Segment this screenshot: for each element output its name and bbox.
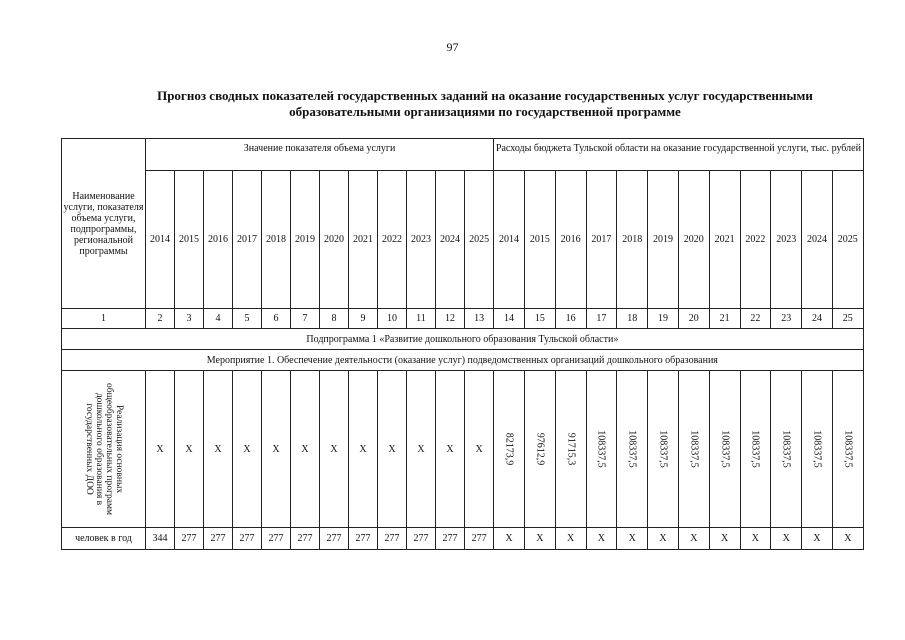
budget-value: 108337,5 <box>657 430 669 468</box>
indicator-volume-cell: 277 <box>291 528 320 550</box>
title-line-2: образовательными организациями по государственной программе <box>289 104 681 119</box>
budget-year-header: 2021 <box>709 171 740 309</box>
column-number: 8 <box>320 309 349 329</box>
budget-group-header: Расходы бюджета Тульской области на оказание государственной услуги, тыс. рублей <box>494 139 864 171</box>
column-number: 23 <box>771 309 802 329</box>
title-line-1: Прогноз сводных показателей государственных заданий на оказание государственных услуг государственными <box>157 88 813 103</box>
subprogram-row: Подпрограмма 1 «Развитие дошкольного образования Тульской области» <box>62 329 864 350</box>
budget-value: 108337,5 <box>811 430 823 468</box>
indicator-volume-cell: 277 <box>320 528 349 550</box>
volume-value-cell: X <box>407 371 436 528</box>
indicator-budget-cell: X <box>524 528 555 550</box>
column-number: 4 <box>204 309 233 329</box>
indicator-budget-cell: X <box>648 528 679 550</box>
column-number: 6 <box>262 309 291 329</box>
volume-value-cell: X <box>233 371 262 528</box>
column-number: 15 <box>524 309 555 329</box>
volume-year-header: 2023 <box>407 171 436 309</box>
volume-value-cell: X <box>378 371 407 528</box>
measure-row: Мероприятие 1. Обеспечение деятельности (оказание услуг) подведомственных организаций дошкольного образования <box>62 350 864 371</box>
indicator-budget-cell: X <box>678 528 709 550</box>
volume-year-header: 2020 <box>320 171 349 309</box>
year-header-row <box>62 171 864 309</box>
volume-group-header: Значение показателя объема услуги <box>146 139 494 171</box>
budget-value: 108337,5 <box>688 430 700 468</box>
indicator-budget-cell: X <box>802 528 833 550</box>
budget-value-cell <box>586 371 617 528</box>
budget-year-header: 2014 <box>494 171 525 309</box>
indicator-volume-cell: 277 <box>465 528 494 550</box>
volume-year-header: 2019 <box>291 171 320 309</box>
budget-value: 108337,5 <box>626 430 638 468</box>
volume-year-header: 2018 <box>262 171 291 309</box>
budget-value: 97612,9 <box>534 432 546 466</box>
column-number: 19 <box>648 309 679 329</box>
indicator-unit: человек в год <box>62 528 146 550</box>
volume-year-header: 2016 <box>204 171 233 309</box>
column-number: 9 <box>349 309 378 329</box>
column-number: 1 <box>62 309 146 329</box>
column-number: 24 <box>802 309 833 329</box>
budget-value-cell <box>648 371 679 528</box>
volume-value-cell: X <box>349 371 378 528</box>
column-number: 11 <box>407 309 436 329</box>
budget-value-cell <box>617 371 648 528</box>
column-number: 18 <box>617 309 648 329</box>
indicator-budget-cell: X <box>771 528 802 550</box>
volume-value-cell: X <box>262 371 291 528</box>
column-number: 22 <box>740 309 771 329</box>
volume-value-cell: X <box>320 371 349 528</box>
indicator-volume-cell: 277 <box>262 528 291 550</box>
volume-year-header: 2025 <box>465 171 494 309</box>
indicator-budget-cell: X <box>740 528 771 550</box>
column-number: 5 <box>233 309 262 329</box>
budget-value-cell <box>740 371 771 528</box>
budget-year-header: 2019 <box>648 171 679 309</box>
indicator-volume-cell: 344 <box>146 528 175 550</box>
budget-year-header: 2024 <box>802 171 833 309</box>
column-number: 12 <box>436 309 465 329</box>
column-number: 3 <box>175 309 204 329</box>
column-number: 17 <box>586 309 617 329</box>
volume-value-cell: X <box>465 371 494 528</box>
name-column-header: Наименование услуги, показателя объема услуги, подпрограммы, региональной программы <box>62 139 146 309</box>
column-number: 20 <box>678 309 709 329</box>
column-number: 14 <box>494 309 525 329</box>
column-number: 16 <box>555 309 586 329</box>
forecast-table <box>61 138 864 550</box>
indicator-budget-cell: X <box>586 528 617 550</box>
page-number: 97 <box>446 40 459 54</box>
column-number: 25 <box>832 309 863 329</box>
budget-value-cell <box>832 371 863 528</box>
budget-value-cell <box>709 371 740 528</box>
indicator-budget-cell: X <box>494 528 525 550</box>
budget-value-cell <box>678 371 709 528</box>
volume-year-header: 2024 <box>436 171 465 309</box>
budget-value: 108337,5 <box>719 430 731 468</box>
budget-value-cell <box>524 371 555 528</box>
volume-value-cell: X <box>204 371 233 528</box>
budget-year-header: 2016 <box>555 171 586 309</box>
budget-value: 108337,5 <box>595 430 607 468</box>
indicator-budget-cell: X <box>832 528 863 550</box>
volume-year-header: 2014 <box>146 171 175 309</box>
budget-year-header: 2023 <box>771 171 802 309</box>
volume-value-cell: X <box>291 371 320 528</box>
indicator-volume-cell: 277 <box>233 528 262 550</box>
column-number: 7 <box>291 309 320 329</box>
indicator-volume-cell: 277 <box>349 528 378 550</box>
budget-value: 108337,5 <box>749 430 761 468</box>
volume-value-cell: X <box>175 371 204 528</box>
volume-value-cell: X <box>146 371 175 528</box>
budget-year-header: 2022 <box>740 171 771 309</box>
service-name: Реализация основных общеобразовательных программ дошкольного образования в государственных ДОО <box>83 383 124 515</box>
budget-year-header: 2015 <box>524 171 555 309</box>
budget-value-cell <box>771 371 802 528</box>
budget-year-header: 2025 <box>832 171 863 309</box>
volume-year-header: 2022 <box>378 171 407 309</box>
volume-value-cell: X <box>436 371 465 528</box>
budget-value-cell <box>555 371 586 528</box>
indicator-budget-cell: X <box>555 528 586 550</box>
budget-value-cell <box>494 371 525 528</box>
budget-year-header: 2018 <box>617 171 648 309</box>
indicator-volume-cell: 277 <box>407 528 436 550</box>
column-number: 10 <box>378 309 407 329</box>
indicator-budget-cell: X <box>617 528 648 550</box>
budget-value: 108337,5 <box>780 430 792 468</box>
page-title <box>60 88 905 120</box>
indicator-volume-cell: 277 <box>175 528 204 550</box>
volume-year-header: 2017 <box>233 171 262 309</box>
service-name-cell <box>62 371 146 528</box>
budget-value: 91715,3 <box>565 432 577 466</box>
indicator-volume-cell: 277 <box>378 528 407 550</box>
column-number-row <box>62 309 864 329</box>
volume-year-header: 2015 <box>175 171 204 309</box>
budget-value: 108337,5 <box>842 430 854 468</box>
volume-year-header: 2021 <box>349 171 378 309</box>
column-number: 2 <box>146 309 175 329</box>
column-number: 21 <box>709 309 740 329</box>
indicator-volume-cell: 277 <box>204 528 233 550</box>
indicator-row <box>62 528 864 550</box>
indicator-volume-cell: 277 <box>436 528 465 550</box>
budget-value: 82173,9 <box>503 432 515 466</box>
budget-year-header: 2017 <box>586 171 617 309</box>
service-row <box>62 371 864 528</box>
budget-year-header: 2020 <box>678 171 709 309</box>
column-number: 13 <box>465 309 494 329</box>
budget-value-cell <box>802 371 833 528</box>
indicator-budget-cell: X <box>709 528 740 550</box>
